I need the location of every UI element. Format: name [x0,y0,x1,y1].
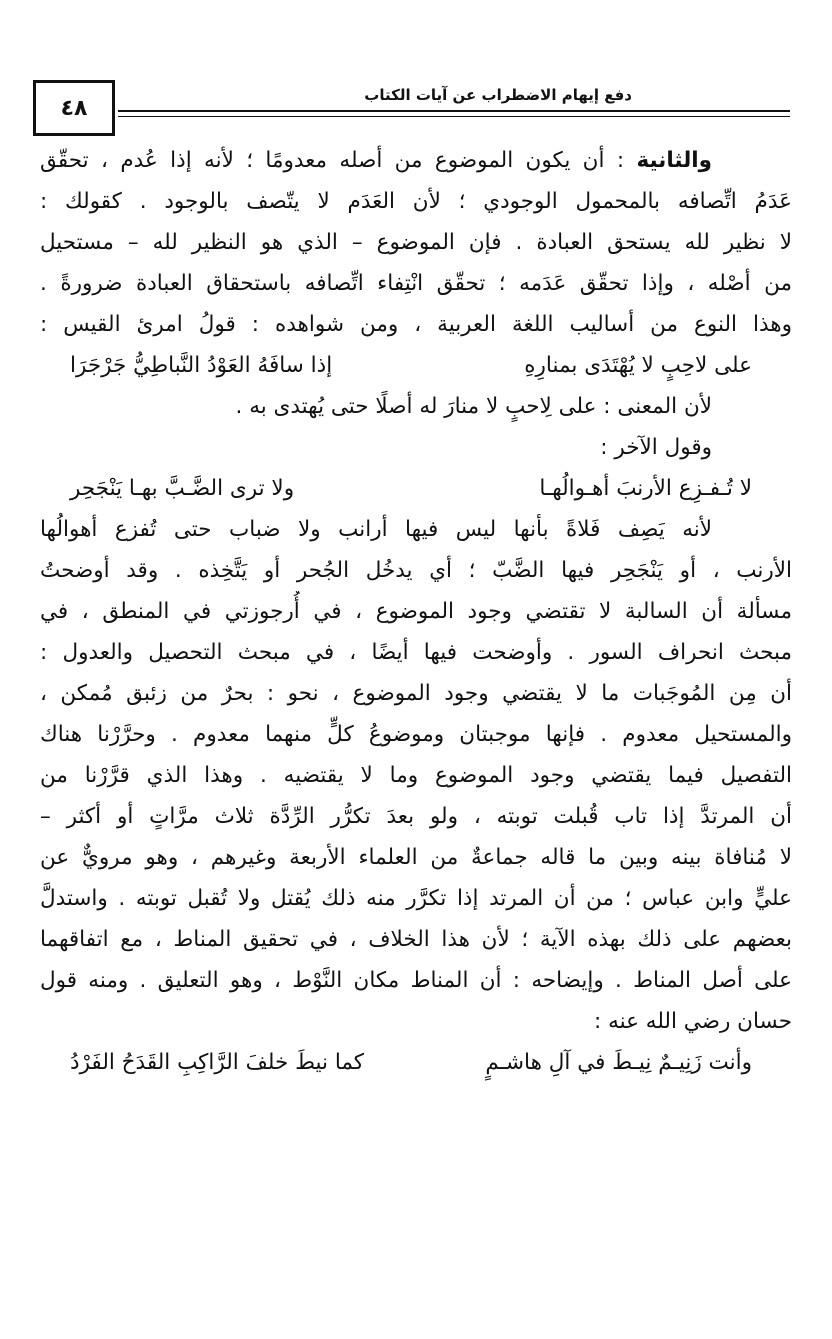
running-header-title: دفع إيهام الاضطراب عن آيات الكتاب [364,86,632,104]
paragraph-line: بعضهم على ذلك بهذه الآية ؛ لأن هذا الخلاف ، في تحقيق المناط ، مع اتفاقهما [40,927,792,952]
page-number: ٤٨ [33,80,115,136]
paragraph-line: مبحث انحراف السور . وأوضحت فيها أيضًا ، في مبحث التحصيل والعدول : [40,640,792,665]
paragraph-line: عَدَمُ اتِّصافه بالمحمول الوجودي ؛ لأن العَدَم لا يتّصف بالوجود . كقولك : [40,189,792,214]
paragraph-line: الأرنب ، أو يَنْجَحِر فيها الضَّبّ ؛ أي يدخُل الجُحر أو يَتَّخِذه . وقد أوضحتُ [40,558,792,583]
paragraph-line: وقول الآخر : [600,435,712,460]
paragraph-line: من أصْله ، وإذا تحقّق عَدَمه ؛ تحقّق انْتِفاء اتِّصافه باستحقاق العبادة ضرورةً . [40,271,792,296]
verse-hemistich-second: إذا سافَهُ العَوْدُ النَّباطِيُّ جَرْجَرَا [70,353,333,378]
page-body [40,140,792,1083]
paragraph-line: لأن المعنى : على لِاحبٍ لا منارَ له أصلًا حتى يُهتدى به . [235,394,712,419]
paragraph-line: لا مُنافاة بينه وبين ما قاله جماعةٌ من العلماء الأربعة وغيرهم ، وهو مرويٌّ عن [40,845,792,870]
verse-line [40,1042,792,1083]
paragraph-line: لا نظير لله يستحق العبادة . فإن الموضوع – الذي هو النظير لله – مستحيل [40,230,792,255]
verse-hemistich-second: ولا ترى الضَّـبَّ بهـا يَنْجَحِر [70,476,295,501]
paragraph-line: لأنه يَصِف فَلاةً بأنها ليس فيها أرانب ولا ضباب حتى تُفزع أهوالُها [40,517,712,542]
lead-word: والثانية [636,148,712,173]
verse-hemistich-first: وأنت زَنِيـمٌ نِيـطَ في آلِ هاشـمٍ [485,1050,752,1075]
paragraph-line: حسان رضي الله عنه : [594,1009,792,1034]
paragraph-line: عليٍّ وابن عباس ؛ من أن المرتد إذا تكرَّر منه ذلك يُقتل ولا تُقبل توبته . واستدلَّ [40,886,792,911]
verse-hemistich-second: كما نيطَ خلفَ الرَّاكِبِ القَدَحُ الفَرْدُ [70,1050,365,1075]
verse-hemistich-first: على لاحِبٍ لا يُهْتَدَى بمنارِهِ [524,353,752,378]
verse-hemistich-first: لا تُـفـزِع الأرنبَ أهـوالُهـا [539,476,752,501]
verse-line [40,345,792,386]
header-rule-thick [118,110,790,112]
paragraph-line: مسألة أن السالبة لا تقتضي وجود الموضوع ، في أُرجوزتي في المنطق ، في [40,599,792,624]
paragraph-line: أن مِن المُوجَبات ما لا يقتضي وجود الموضوع ، نحو : بحرٌ من زئبق مُمكن ، [40,681,792,706]
header-rule-thin [118,116,790,117]
verse-line [40,468,792,509]
paragraph-line: أن المرتدَّ إذا تاب قُبلت توبته ، ولو بعدَ تكرُّر الرِّدَّة ثلاث مرَّاتٍ أو أكثر – [40,804,792,829]
paragraph-line: على أصل المناط . وإيضاحه : أن المناط مكان النَّوْط ، وهو التعليق . ومنه قول [40,968,792,993]
paragraph-line: والمستحيل معدوم . فإنها موجبتان وموضوعُ كلٍّ منهما معدوم . وحرَّرْنا هناك [40,722,792,747]
paragraph-line: التفصيل فيما يقتضي وجود الموضوع وما لا يقتضيه . وهذا الذي قرَّرْنا من [40,763,792,788]
paragraph-line: وهذا النوع من أساليب اللغة العربية ، ومن شواهده : قولُ امرئ القيس : [40,312,792,337]
paragraph-line: والثانية : أن يكون الموضوع من أصله معدومًا ؛ لأنه إذا عُدم ، تحقّق [40,148,712,173]
